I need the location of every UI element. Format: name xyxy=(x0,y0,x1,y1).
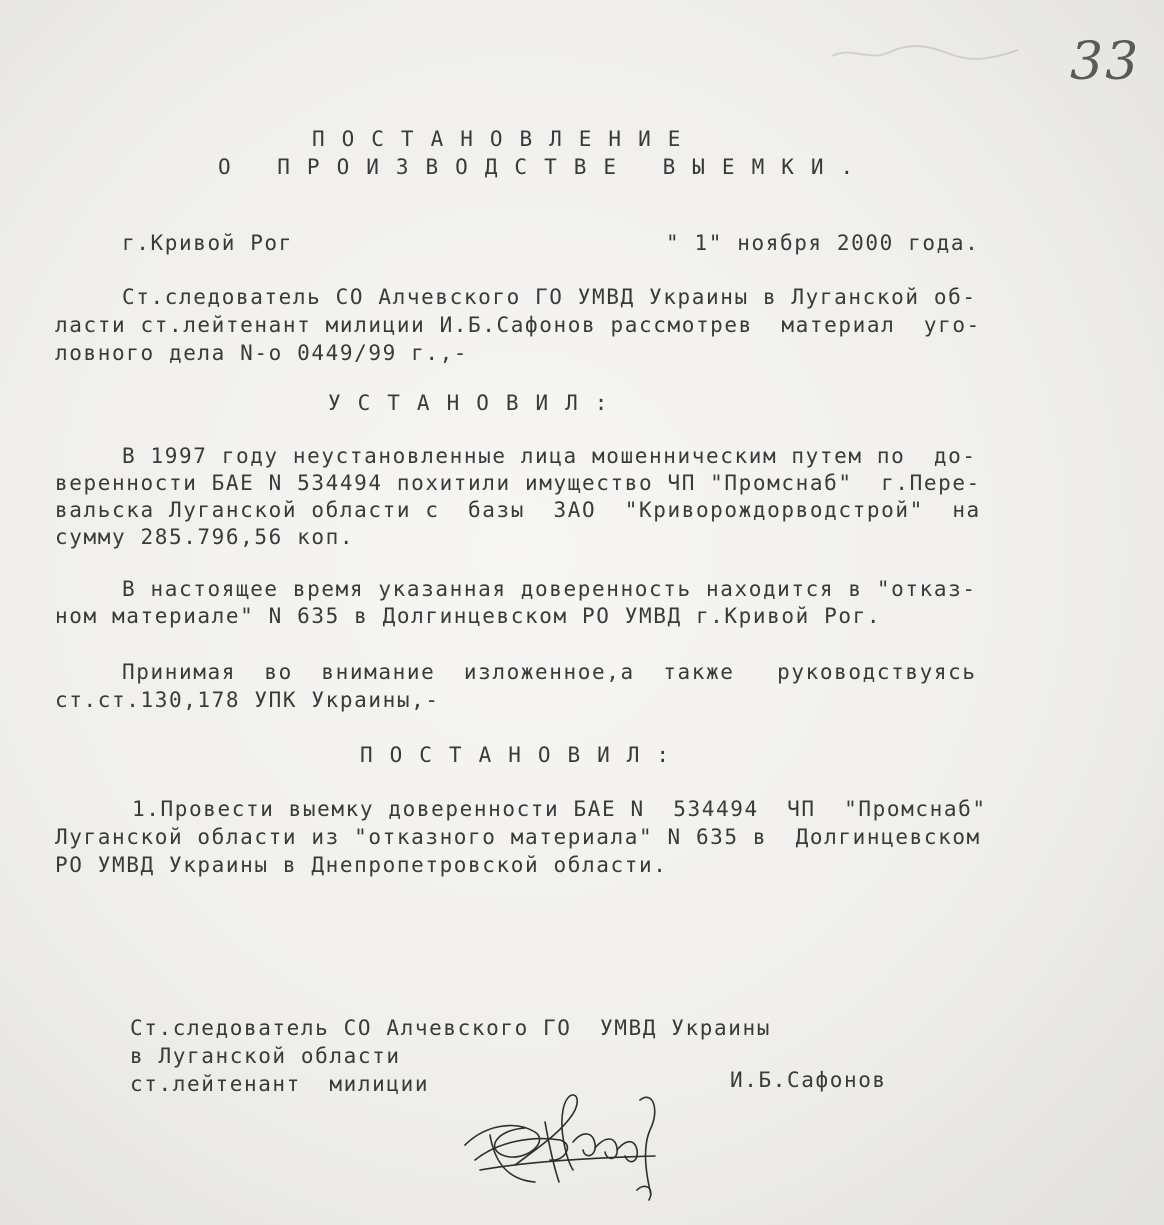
para1-line-2: веренности БАЕ N 534494 похитили имущество ЧП "Промснаб" г.Пере- xyxy=(55,471,981,495)
item1-line-2: Луганской области из "отказного материала" N 635 в Долгинцевском xyxy=(55,825,981,849)
intro-line-2: ласти ст.лейтенант милиции И.Б.Сафонов рассмотрев материал уго- xyxy=(55,313,981,337)
page-number: 33 xyxy=(1070,32,1141,92)
para1-line-1: В 1997 году неустановленные лица мошенническим путем по до- xyxy=(122,444,977,468)
place: г.Кривой Рог xyxy=(122,231,293,255)
para1-line-3: вальска Луганской области с базы ЗАО "Криворождорводстрой" на xyxy=(55,498,981,522)
signoff-line-1: Ст.следователь СО Алчевского ГО УМВД Украины xyxy=(130,1016,771,1040)
item1-line-1: 1.Провести выемку доверенности БАЕ N 534494 ЧП "Промснаб" xyxy=(132,797,987,821)
para1-line-4: сумму 285.796,56 коп. xyxy=(55,525,355,549)
para2-line-1: В настоящее время указанная доверенность находится в "отказ- xyxy=(122,577,977,601)
para3-line-1: Принимая во внимание изложенное,а также руководствуясь xyxy=(122,660,977,684)
signoff-line-2: в Луганской области xyxy=(130,1044,401,1068)
title-line-1: ПОСТАНОВЛЕНИЕ xyxy=(312,127,698,151)
intro-line-1: Ст.следователь СО Алчевского ГО УМВД Украины в Луганской об- xyxy=(122,285,977,309)
established-heading: УСТАНОВИЛ: xyxy=(328,391,625,415)
intro-line-3: ловного дела N-о 0449/99 г.,- xyxy=(55,341,469,365)
para2-line-2: ном материале" N 635 в Долгинцевском РО УМВД г.Кривой Рог. xyxy=(55,604,882,628)
signoff-name: И.Б.Сафонов xyxy=(730,1068,887,1092)
signoff-line-3: ст.лейтенант милиции xyxy=(130,1072,430,1096)
handwritten-signature xyxy=(455,1070,675,1210)
faint-stamp-mark xyxy=(830,42,1020,64)
date: " 1" ноября 2000 года. xyxy=(666,231,980,255)
para3-line-2: ст.ст.130,178 УПК Украины,- xyxy=(55,688,440,712)
title-line-2: О ПРОИЗВОДСТВЕ ВЫЕМКИ. xyxy=(218,155,871,179)
item1-line-3: РО УМВД Украины в Днепропетровской области. xyxy=(55,853,668,877)
resolved-heading: ПОСТАНОВИЛ: xyxy=(360,743,687,767)
